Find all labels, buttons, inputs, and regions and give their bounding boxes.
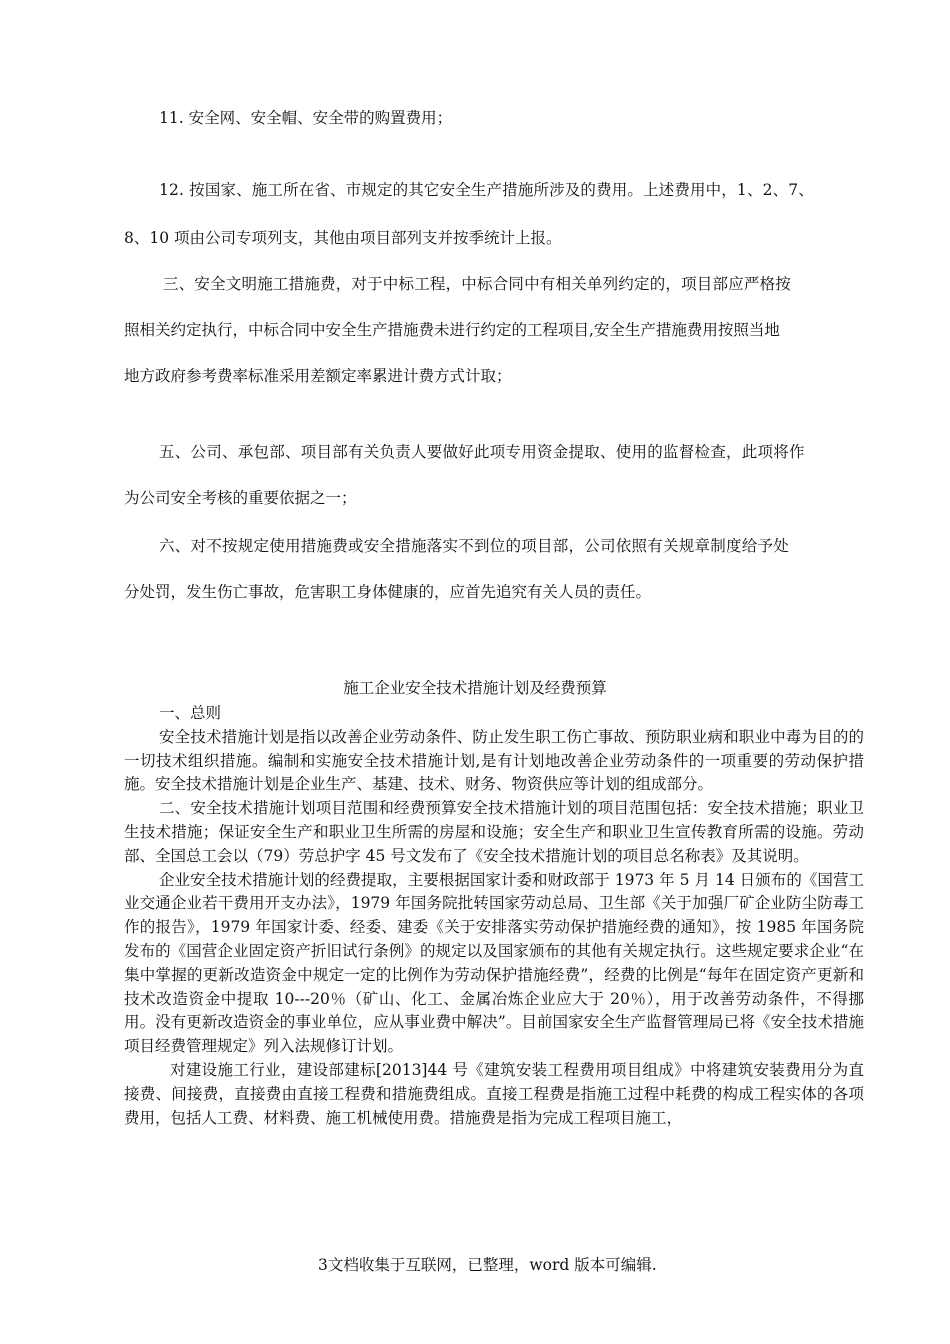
item-11: 11. 安全网、安全帽、安全带的购置费用；	[159, 109, 453, 127]
paragraph-3: 企业安全技术措施计划的经费提取，主要根据国家计委和财政部于 1973 年 5 月 14 日颁布的《国营工业交通企业若干费用开支办法》，1979 年国务院批转国家劳动总局、卫生部《关于加强厂矿企业防尘防毒工作的报告》，1979 年国家计委、经委、建委《关于安排落实劳动保护措施经费的通知》，按 1985 年国务院发布的《国营企业固定资产折旧试行条例》的规定以及国家颁布的其他有关规定执行。这些规定要求企业“在集中掌握的更新改造资金中规定一定的比例作为劳动保护措施经费”，经费的比例是“每年在固定资产更新和技术改造资金中提取 10---20％（矿山、化工、金属冶炼企业应大于 20％），用于改善劳动条件，不得挪用。没有更新改造资金的事业单位，应从事业费中解决”。目前国家安全生产监督管理局已将《安全技术措施项目经费管理规定》列入法规修订计划。	[124, 870, 864, 1056]
body-text	[124, 702, 864, 1130]
paragraph-1: 安全技术措施计划是指以改善企业劳动条件、防止发生职工伤亡事故、预防职业病和职业中毒为目的的一切技术组织措施。编制和实施安全技术措施计划,是有计划地改善企业劳动条件的一项重要的劳动保护措施。安全技术措施计划是企业生产、基建、技术、财务、物资供应等计划的组成部分。	[124, 727, 864, 794]
item-12-line-2: 8、10 项由公司专项列支，其他由项目部列支并按季统计上报。	[124, 229, 562, 247]
clause-three-line-1: 三、安全文明施工措施费，对于中标工程，中标合同中有相关单列约定的，项目部应严格按	[163, 275, 792, 293]
clause-three-line-3: 地方政府参考费率标准采用差额定率累进计费方式计取；	[124, 367, 512, 385]
clause-five-line-2: 为公司安全考核的重要依据之一；	[124, 489, 357, 507]
page-footer: 3文档收集于互联网，已整理，word 版本可编辑.	[318, 1256, 657, 1274]
paragraph-2: 二、安全技术措施计划项目范围和经费预算安全技术措施计划的项目范围包括：安全技术措施；职业卫生技术措施；保证安全生产和职业卫生所需的房屋和设施；安全生产和职业卫生宣传教育所需的设施。劳动部、全国总工会以（79）劳总护字 45 号文发布了《安全技术措施计划的项目总名称表》及其说明。	[124, 799, 864, 865]
clause-six-line-2: 分处罚，发生伤亡事故，危害职工身体健康的，应首先追究有关人员的责任。	[124, 583, 652, 601]
paragraph-4: 对建设施工行业，建设部建标[2013]44 号《建筑安装工程费用项目组成》中将建筑安装费用分为直接费、间接费，直接费由直接工程费和措施费组成。直接工程费是指施工过程中耗费的构成工程实体的各项费用，包括人工费、材料费、施工机械使用费。措施费是指为完成工程项目施工，	[124, 1060, 864, 1127]
item-12-line-1: 12. 按国家、施工所在省、市规定的其它安全生产措施所涉及的费用。上述费用中，1、2、7、	[159, 181, 814, 199]
clause-six-line-1: 六、对不按规定使用措施费或安全措施落实不到位的项目部，公司依照有关规章制度给予处	[159, 537, 790, 555]
section-title: 施工企业安全技术措施计划及经费预算	[343, 679, 607, 697]
heading-general: 一、总则	[159, 704, 222, 722]
clause-five-line-1: 五、公司、承包部、项目部有关负责人要做好此项专用资金提取、使用的监督检查，此项将作	[159, 443, 805, 461]
clause-three-line-2: 照相关约定执行，中标合同中安全生产措施费未进行约定的工程项目,安全生产措施费用按照当地	[124, 321, 780, 339]
